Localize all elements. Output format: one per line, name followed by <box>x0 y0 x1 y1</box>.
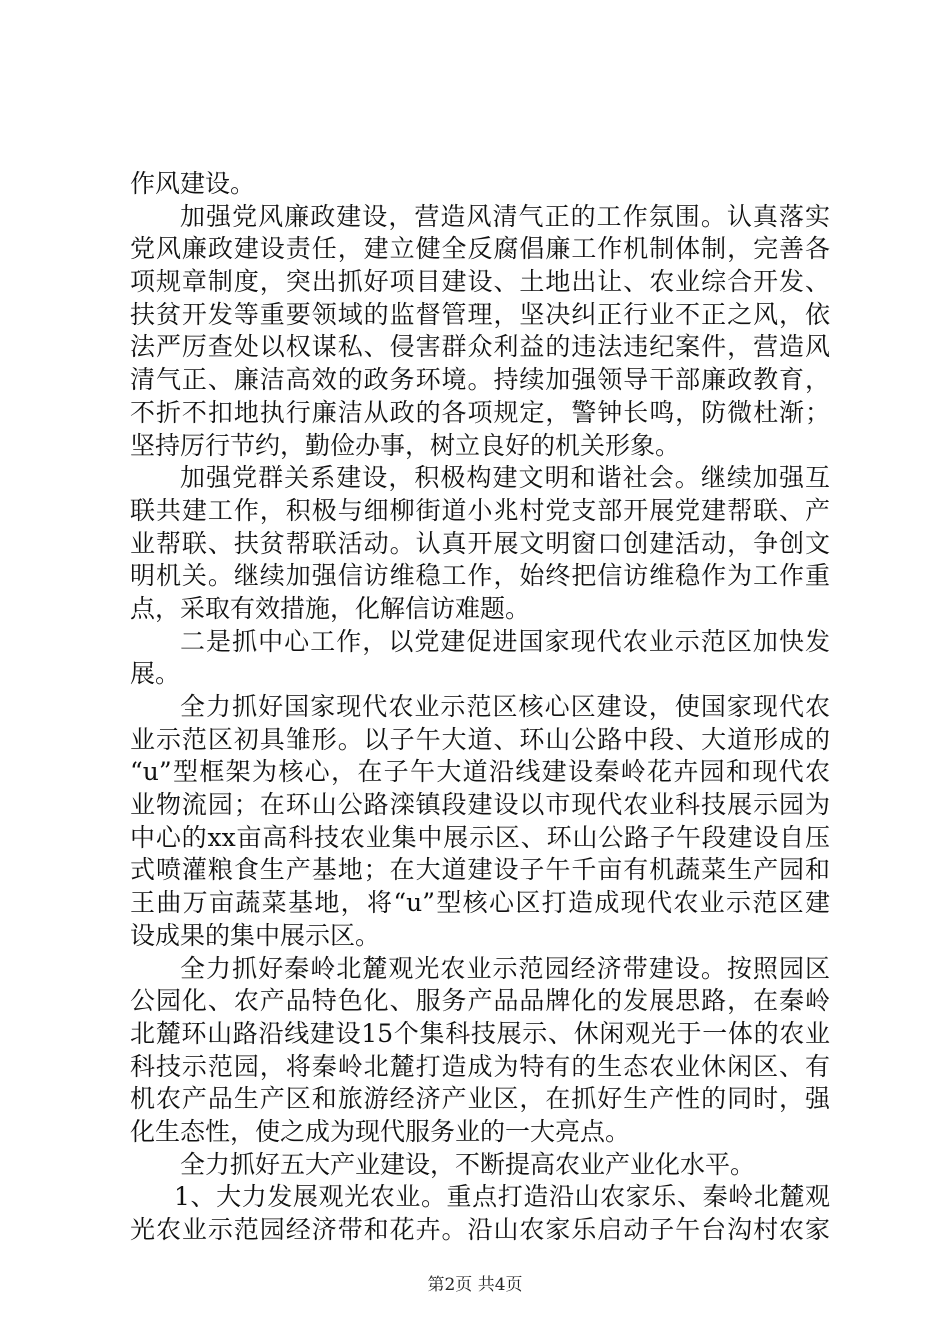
text-line: 点，采取有效措施，化解信访难题。 <box>130 593 531 623</box>
paragraph-first-line: 二是抓中心工作，以党建促进国家现代农业示范区加快发 <box>180 626 830 656</box>
page-number-footer: 第2页 共4页 <box>427 1275 523 1295</box>
document-body <box>130 168 830 1247</box>
text-line: 中心的xx亩高科技农业集中展示区、环山公路子午段建设自压 <box>130 822 830 852</box>
text-line: 光农业示范园经济带和花卉。沿山农家乐启动子午台沟村农家 <box>130 1215 830 1244</box>
text-line: “u”型框架为核心，在子午大道沿线建设秦岭花卉园和现代农 <box>130 757 830 787</box>
text-line: 机农产品生产区和旅游经济产业区，在抓好生产性的同时，强 <box>130 1084 830 1114</box>
text-line: 北麓环山路沿线建设15个集科技展示、休闲观光于一体的农业 <box>130 1018 830 1048</box>
text-line: 业物流园；在环山公路滦镇段建设以市现代农业科技展示园为 <box>130 790 830 820</box>
text-line: 式喷灌粮食生产基地；在大道建设子午千亩有机蔬菜生产园和 <box>130 855 830 885</box>
paragraph-first-line: 全力抓好秦岭北麓观光农业示范园经济带建设。按照园区 <box>180 953 830 983</box>
text-line: 不折不扣地执行廉洁从政的各项规定，警钟长鸣，防微杜渐； <box>130 397 830 427</box>
text-line: 明机关。继续加强信访维稳工作，始终把信访维稳作为工作重 <box>130 561 830 591</box>
text-line: 清气正、廉洁高效的政务环境。持续加强领导干部廉政教育， <box>130 365 830 395</box>
text-line: 公园化、农产品特色化、服务产品品牌化的发展思路，在秦岭 <box>130 986 830 1016</box>
paragraph-first-line: 全力抓好五大产业建设，不断提高农业产业化水平。 <box>180 1149 756 1179</box>
text-line: 作风建设。 <box>130 169 256 198</box>
text-line: 化生态性，使之成为现代服务业的一大亮点。 <box>130 1116 631 1146</box>
text-line: 设成果的集中展示区。 <box>130 920 381 950</box>
text-line: 业帮联、扶贫帮联活动。认真开展文明窗口创建活动，争创文 <box>130 528 830 558</box>
text-line: 联共建工作，积极与细柳街道小兆村党支部开展党建帮联、产 <box>130 495 830 525</box>
text-line: 坚持厉行节约，勤俭办事，树立良好的机关形象。 <box>130 430 681 460</box>
text-line: 法严厉查处以权谋私、侵害群众利益的违法违纪案件，营造风 <box>130 332 830 362</box>
paragraph-first-line: 全力抓好国家现代农业示范区核心区建设，使国家现代农 <box>180 692 830 721</box>
paragraph-first-line: 1、大力发展观光农业。重点打造沿山农家乐、秦岭北麓观 <box>174 1182 830 1212</box>
text-line: 业示范区初具雏形。以子午大道、环山公路中段、大道形成的 <box>130 724 830 754</box>
text-line: 展。 <box>130 659 181 689</box>
paragraph-first-line: 加强党群关系建设，积极构建文明和谐社会。继续加强互 <box>180 463 830 493</box>
text-line: 党风廉政建设责任，建立健全反腐倡廉工作机制体制，完善各 <box>130 234 830 264</box>
text-line: 科技示范园，将秦岭北麓打造成为特有的生态农业休闲区、有 <box>130 1051 830 1081</box>
text-line: 项规章制度，突出抓好项目建设、土地出让、农业综合开发、 <box>130 267 830 297</box>
text-line: 王曲万亩蔬菜基地，将“u”型核心区打造成现代农业示范区建 <box>130 888 830 918</box>
text-line: 扶贫开发等重要领域的监督管理，坚决纠正行业不正之风，依 <box>130 299 830 329</box>
paragraph-first-line: 加强党风廉政建设，营造风清气正的工作氛围。认真落实 <box>180 201 830 231</box>
